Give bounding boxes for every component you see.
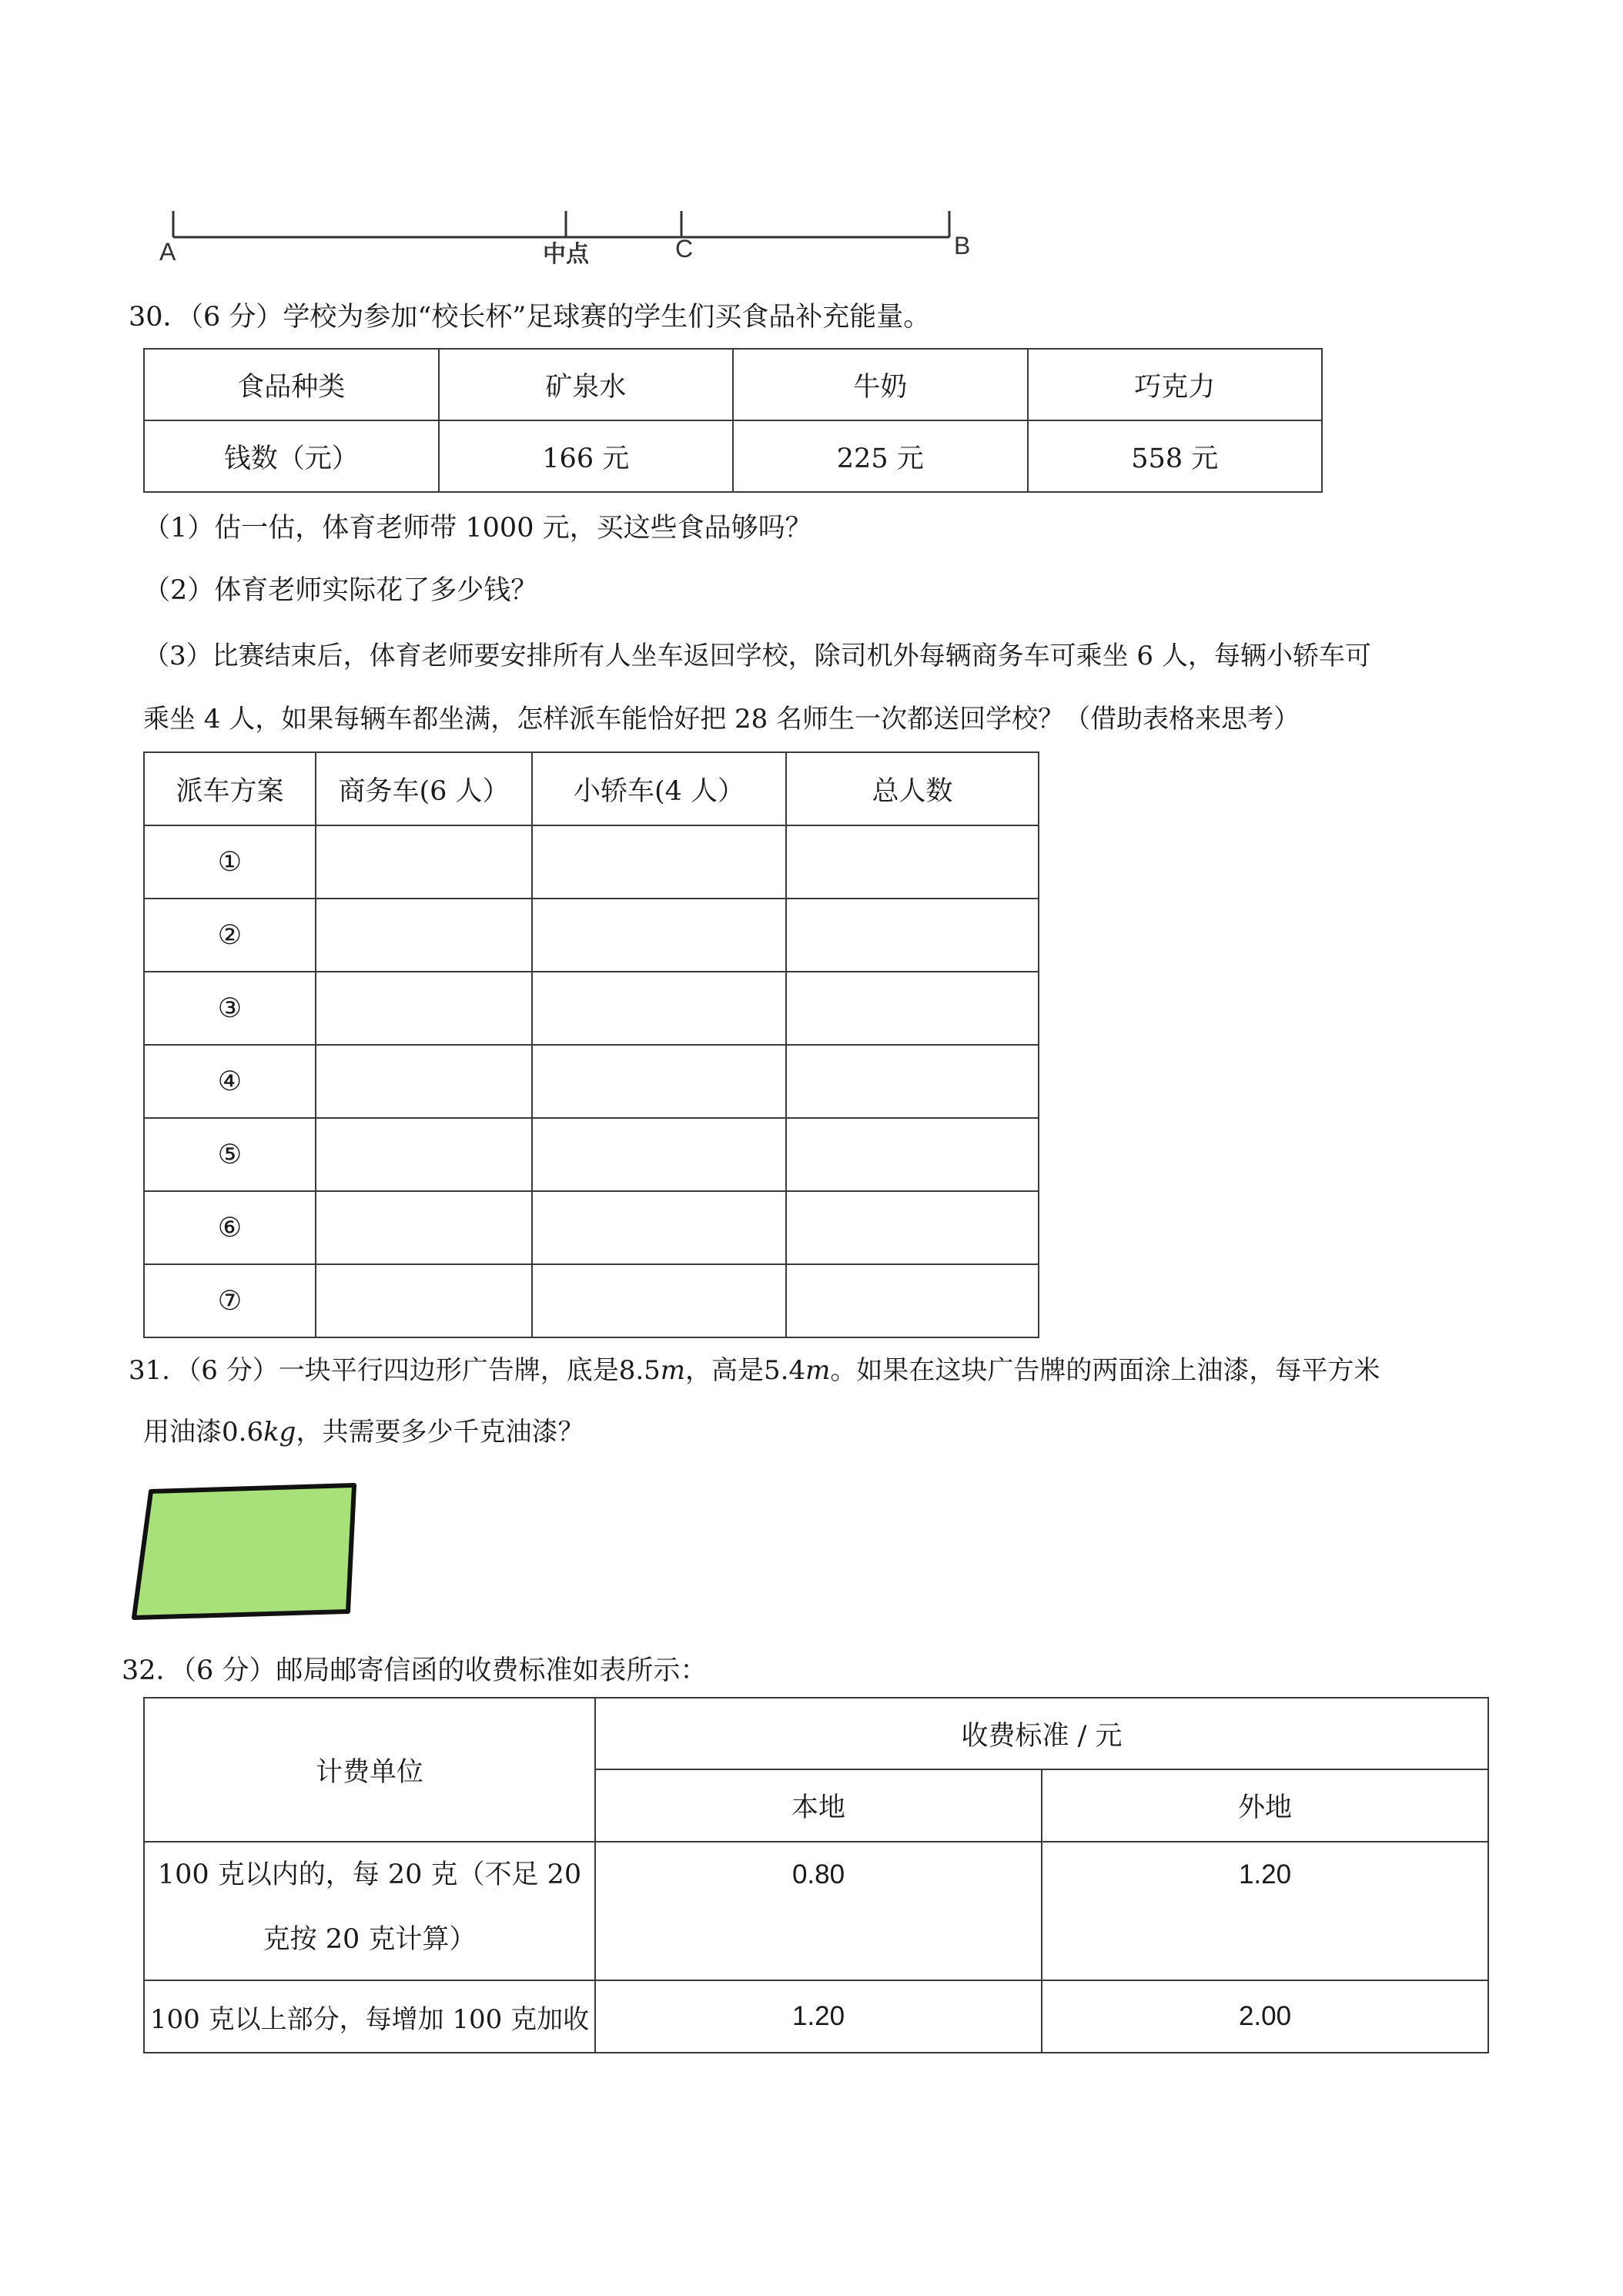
table-cell — [144, 1842, 595, 1980]
q31-text-e: ，共需要多少千克油漆？ — [296, 1417, 584, 1448]
empty-cell[interactable] — [316, 1045, 532, 1118]
empty-cell[interactable] — [532, 1191, 786, 1264]
q30-sub3-line2: 乘坐 4 人，如果每辆车都坐满，怎样派车能恰好把 28 名师生一次都送回学校？（借助表格来思考） — [143, 704, 1300, 735]
table-row — [144, 1191, 1039, 1264]
table-cell: 1.20 — [595, 1980, 1042, 2053]
table-cell: 2.00 — [1042, 1980, 1488, 2053]
q30-sub2: （2）体育老师实际花了多少钱？ — [143, 575, 538, 606]
q31-unit-m-2: m — [805, 1355, 831, 1386]
empty-cell[interactable] — [532, 1118, 786, 1191]
row1-label-line2: 克按 20 克计算） — [263, 1924, 477, 1955]
table-row — [144, 972, 1039, 1045]
table-cell: ⑤ — [144, 1118, 316, 1191]
empty-cell[interactable] — [786, 1118, 1039, 1191]
q30-plan-table — [143, 751, 1039, 1338]
empty-cell[interactable] — [316, 899, 532, 972]
q31-unit-kg: kg — [263, 1417, 296, 1448]
empty-cell[interactable] — [786, 1045, 1039, 1118]
label-midpoint: 中点 — [543, 241, 589, 268]
q32-fee-table — [143, 1697, 1489, 2053]
table-cell: 计费单位 — [144, 1698, 595, 1842]
q31-text-d: 用油漆 — [143, 1417, 222, 1448]
q31-paint-value: 0.6 — [222, 1417, 264, 1448]
table-row — [144, 1264, 1039, 1337]
table-cell: 1.20 — [1042, 1842, 1488, 1980]
table-row — [144, 1045, 1039, 1118]
q30-price-table — [143, 348, 1323, 493]
table-row — [144, 825, 1039, 899]
empty-cell[interactable] — [786, 899, 1039, 972]
table-cell: ⑥ — [144, 1191, 316, 1264]
table-cell: 商务车(6 人） — [316, 752, 532, 825]
table-cell: 166 元 — [439, 420, 734, 492]
segment-figure — [150, 202, 997, 271]
table-row — [144, 1698, 1488, 1769]
q30-sub1: （1）估一估，体育老师带 1000 元，买这些食品够吗？ — [143, 513, 812, 544]
table-row — [144, 752, 1039, 825]
table-cell: ① — [144, 825, 316, 899]
empty-cell[interactable] — [316, 1118, 532, 1191]
table-cell: ⑦ — [144, 1264, 316, 1337]
q31-base-value: 8.5 — [618, 1355, 661, 1386]
table-cell: 钱数（元） — [144, 420, 439, 492]
table-cell: 矿泉水 — [439, 349, 734, 420]
table-cell: 总人数 — [786, 752, 1039, 825]
q31-text-a: 31．（6 分）一块平行四边形广告牌，底是 — [129, 1355, 619, 1386]
empty-cell[interactable] — [316, 1191, 532, 1264]
table-cell: 食品种类 — [144, 349, 439, 420]
table-row — [144, 899, 1039, 972]
table-cell: 巧克力 — [1028, 349, 1323, 420]
empty-cell[interactable] — [786, 825, 1039, 899]
empty-cell[interactable] — [316, 1264, 532, 1337]
parallelogram-shape — [134, 1485, 354, 1618]
q31-unit-m: m — [660, 1355, 686, 1386]
table-cell: 派车方案 — [144, 752, 316, 825]
q30-sub3-line1: （3）比赛结束后，体育老师要安排所有人坐车返回学校，除司机外每辆商务车可乘坐 6 人，每辆小轿车可 — [143, 641, 1371, 671]
label-a: A — [159, 238, 176, 266]
table-cell: 收费标准 / 元 — [595, 1698, 1488, 1769]
table-cell: ③ — [144, 972, 316, 1045]
parallelogram-billboard — [123, 1474, 362, 1628]
empty-cell[interactable] — [316, 825, 532, 899]
q31-text-b: ，高是 — [685, 1355, 765, 1386]
table-cell: 牛奶 — [733, 349, 1028, 420]
table-row — [144, 349, 1322, 420]
table-cell: 外地 — [1042, 1769, 1488, 1842]
empty-cell[interactable] — [786, 1264, 1039, 1337]
q31-text-c: 。如果在这块广告牌的两面涂上油漆，每平方米 — [830, 1355, 1380, 1386]
table-cell: ④ — [144, 1045, 316, 1118]
q31-line2 — [143, 1415, 584, 1449]
table-cell: ② — [144, 899, 316, 972]
empty-cell[interactable] — [532, 825, 786, 899]
table-row — [144, 1980, 1488, 2053]
q30-title: 30．（6 分）学校为参加“校长杯”足球赛的学生们买食品补充能量。 — [129, 302, 931, 333]
table-cell: 小轿车(4 人） — [532, 752, 786, 825]
empty-cell[interactable] — [532, 1264, 786, 1337]
q31-line1 — [129, 1354, 1380, 1387]
empty-cell[interactable] — [316, 972, 532, 1045]
table-cell: 本地 — [595, 1769, 1042, 1842]
q31-height-value: 5.4 — [764, 1355, 806, 1386]
empty-cell[interactable] — [532, 1045, 786, 1118]
table-cell: 0.80 — [595, 1842, 1042, 1980]
row1-label-line1: 100 克以内的，每 20 克（不足 20 — [157, 1859, 582, 1890]
table-cell: 100 克以上部分，每增加 100 克加收 — [144, 1980, 595, 2053]
empty-cell[interactable] — [532, 899, 786, 972]
table-row — [144, 420, 1322, 492]
label-c: C — [675, 235, 694, 263]
q32-title: 32．（6 分）邮局邮寄信函的收费标准如表所示： — [122, 1655, 708, 1686]
table-cell: 225 元 — [733, 420, 1028, 492]
empty-cell[interactable] — [786, 1191, 1039, 1264]
empty-cell[interactable] — [786, 972, 1039, 1045]
table-cell: 558 元 — [1028, 420, 1323, 492]
table-row — [144, 1842, 1488, 1980]
empty-cell[interactable] — [532, 972, 786, 1045]
label-b: B — [954, 232, 971, 259]
table-row — [144, 1118, 1039, 1191]
